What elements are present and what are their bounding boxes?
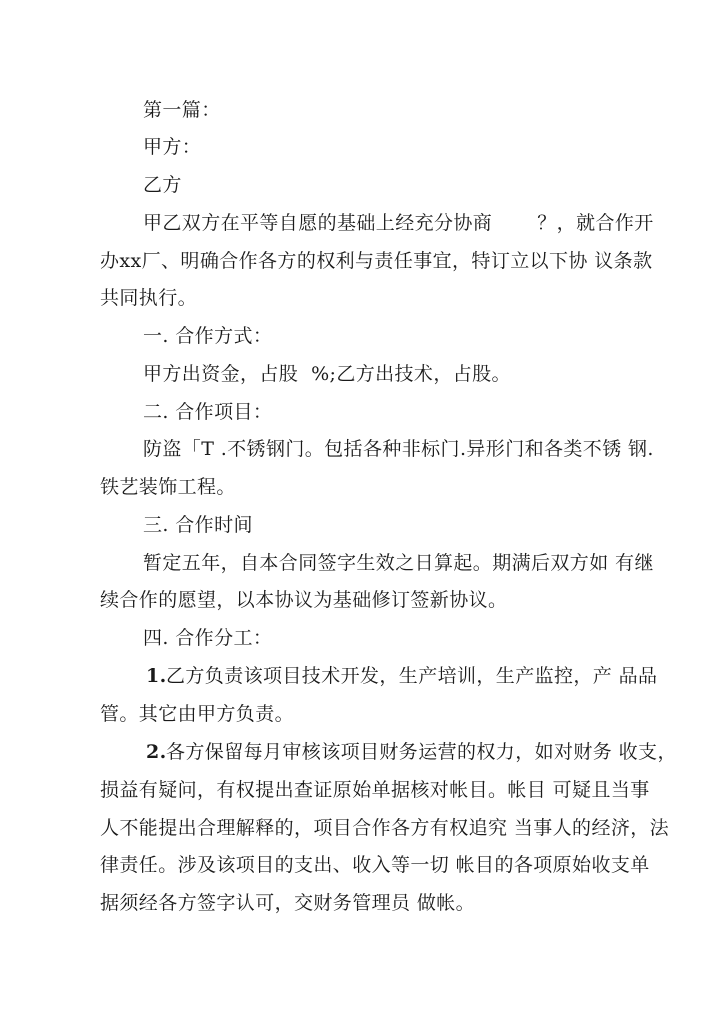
- paragraph-line: 损益有疑问，有权提出查证原始单据核对帐目。帐目 可疑且当事: [100, 779, 650, 801]
- party-a-label: 甲方：: [143, 136, 202, 158]
- paragraph-line: 甲方出资金，占股 %;乙方出技术，占股。: [143, 363, 511, 385]
- section-title: 二. 合作项目：: [143, 401, 273, 423]
- paragraph-line: 甲乙双方在平等自愿的基础上经充分协商 ？，就合作开: [143, 212, 654, 234]
- paragraph-line: 铁艺装饰工程。: [100, 476, 236, 498]
- paragraph-line: 办xx厂、明确合作各方的权利与责任事宜，特订立以下协 议条款: [100, 250, 653, 272]
- paragraph-line: 人不能提出合理解释的，项目合作各方有权追究 当事人的经济，法: [100, 817, 670, 839]
- list-item-number: 2.: [146, 741, 167, 763]
- document-heading: 第一篇：: [143, 99, 221, 121]
- party-b-label: 乙方: [143, 174, 182, 196]
- paragraph-line: 共同执行。: [100, 287, 198, 309]
- paragraph-line: 据须经各方签字认可，交财务管理员 做帐。: [100, 892, 476, 914]
- paragraph-line: 续合作的愿望，以本协议为基础修订签新协议。: [100, 589, 508, 611]
- paragraph-line: 律责任。涉及该项目的支出、收入等一切 帐目的各项原始收支单: [100, 854, 650, 876]
- paragraph-line: 防盗「T .不锈钢门。包括各种非标门.异形门和各类不锈 钢.: [143, 438, 654, 460]
- paragraph-line: 乙方负责该项目技术开发，生产培训，生产监控，产 品品: [166, 665, 658, 687]
- paragraph-line: 暂定五年，自本合同签字生效之日算起。期满后双方如 有继: [143, 552, 654, 574]
- section-title: 三. 合作时间: [143, 514, 253, 536]
- section-title: 一. 合作方式：: [143, 325, 273, 347]
- paragraph-line: 各方保留每月审核该项目财务运营的权力，如对财务 收支，: [166, 741, 677, 763]
- list-item-number: 1.: [146, 665, 167, 687]
- paragraph-line: 管。其它由甲方负责。: [100, 703, 295, 725]
- section-title: 四. 合作分工：: [143, 627, 273, 649]
